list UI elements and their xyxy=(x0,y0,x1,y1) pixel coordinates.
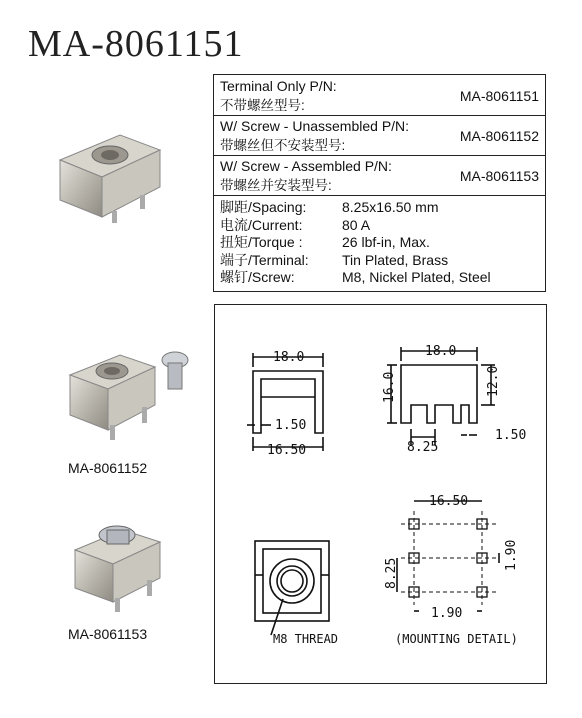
terminal-photo-3 xyxy=(65,510,175,615)
dim-front-pitch: 16.50 xyxy=(267,443,307,458)
row-part-number: MA-8061152 xyxy=(459,128,539,144)
dim-side-spacing: 8.25 xyxy=(407,440,439,455)
row-part-number: MA-8061151 xyxy=(459,88,539,104)
thread-label: M8 THREAD xyxy=(273,632,339,646)
terminal-photo-1 xyxy=(50,125,170,225)
spec-spacing: 脚距/Spacing: 8.25x16.50 mm xyxy=(220,199,439,215)
row-label-en: W/ Screw - Assembled P/N: xyxy=(220,158,392,174)
row-part-number: MA-8061153 xyxy=(459,168,539,184)
dim-side-inner-height: 12.0 xyxy=(486,365,501,397)
dim-front-thickness: 1.50 xyxy=(275,418,307,433)
dim-side-height: 16.0 xyxy=(382,371,397,403)
terminal-photo-2 xyxy=(60,345,195,455)
spec-current: 电流/Current: 80 A xyxy=(220,216,371,233)
spec-torque: 扭矩/Torque : 26 lbf-in, Max. xyxy=(220,234,430,250)
dim-side-width: 18.0 xyxy=(425,344,457,359)
row-label-cn: 带螺丝但不安装型号: xyxy=(220,138,346,153)
row-label-en: Terminal Only P/N: xyxy=(220,78,337,94)
page-title: MA-8061151 xyxy=(28,23,244,65)
row-assembled xyxy=(214,155,545,196)
row-label-cn: 带螺丝并安装型号: xyxy=(220,178,332,193)
dim-mount-spacing: 8.25 xyxy=(384,557,399,589)
spec-screw: 螺钉/Screw: M8, Nickel Plated, Steel xyxy=(220,269,491,285)
row-label-en: W/ Screw - Unassembled P/N: xyxy=(220,118,410,134)
caption-p3: MA-8061153 xyxy=(68,626,148,642)
spec-terminal: 端子/Terminal: Tin Plated, Brass xyxy=(220,251,449,268)
mounting-detail-label: (MOUNTING DETAIL) xyxy=(395,632,518,646)
spec-table xyxy=(213,74,546,292)
drawing-panel xyxy=(214,304,547,684)
spec-lines xyxy=(220,199,491,287)
dim-mount-pitch: 16.50 xyxy=(429,494,469,509)
row-terminal-only xyxy=(214,75,545,116)
dim-side-pin: 1.50 xyxy=(495,428,527,443)
dim-mount-hole-h: 1.90 xyxy=(431,606,463,621)
row-label-cn: 不带螺丝型号: xyxy=(220,98,305,113)
technical-drawing xyxy=(215,305,546,683)
caption-p2: MA-8061152 xyxy=(68,460,148,476)
dim-mount-hole-v: 1.90 xyxy=(504,539,519,571)
dim-front-width: 18.0 xyxy=(273,350,305,365)
row-unassembled xyxy=(214,115,545,156)
